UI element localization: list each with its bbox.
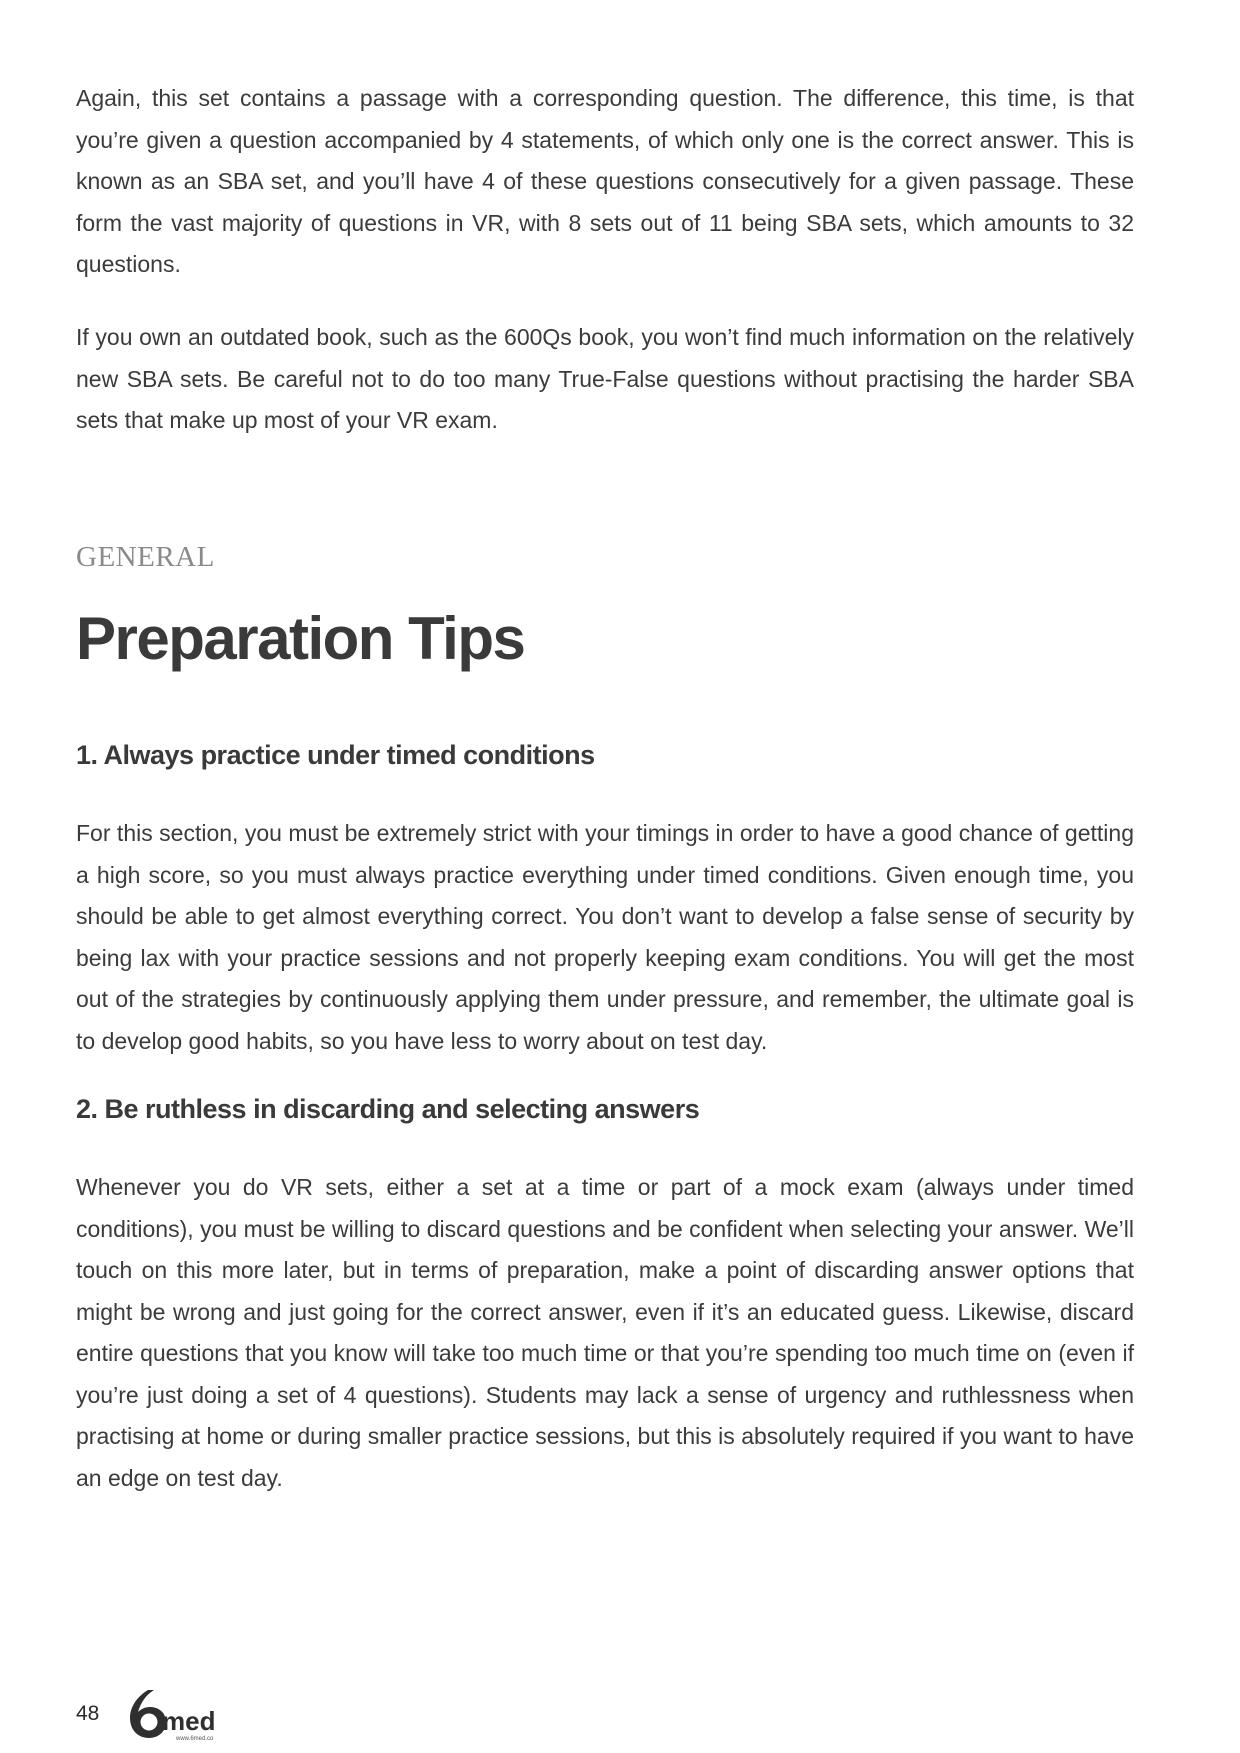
6med-logo bbox=[124, 1686, 234, 1742]
tip-body-2: Whenever you do VR sets, either a set at a time or part of a mock exam (always under timed conditions), you must be willing to discard questions and be confident when selecting your answer. We’ll touch on this more later, but in terms of preparation, make a point of discarding answer options that might be wrong and just going for the correct answer, even if it’s an educated guess. Likewise, discard entire questions that you know will take too much time or that you’re spending too much time on (even if you’re just doing a set of 4 questions). Students may lack a sense of urgency and ruthlessness when practising at home or during smaller practice sessions, but this is absolutely required if you want to have an edge on test day. bbox=[76, 1174, 1134, 1491]
svg-text:med: med bbox=[162, 1706, 216, 1736]
tip-heading-2: 2. Be ruthless in discarding and selecting answers bbox=[76, 1094, 700, 1124]
tip-heading-1: 1. Always practice under timed conditions bbox=[76, 740, 595, 770]
page-number: 48 bbox=[76, 1702, 100, 1725]
tip-body-1: For this section, you must be extremely strict with your timings in order to have a good chance of getting a high score, so you must always practice everything under timed conditions. Given enough time, you should be able to get almost everything correct. You don’t want to develop a false sense of security by being lax with your practice sessions and not properly keeping exam conditions. You will get the most out of the strategies by continuously applying them under pressure, and remember, the ultimate goal is to develop good habits, so you have less to worry about on test day. bbox=[76, 820, 1134, 1054]
page-footer bbox=[76, 1686, 376, 1746]
svg-text:www.6med.co: www.6med.co bbox=[176, 1736, 214, 1742]
section-eyebrow: GENERAL bbox=[76, 541, 215, 573]
intro-paragraph-2: If you own an outdated book, such as the 600Qs book, you won’t find much information on the relatively new SBA sets. Be careful not to do too many True-False questions without practising the harder SBA sets that make up most of your VR exam. bbox=[76, 324, 1134, 433]
page-title: Preparation Tips bbox=[76, 605, 525, 672]
intro-paragraph-1: Again, this set contains a passage with a corresponding question. The difference, this time, is that you’re given a question accompanied by 4 statements, of which only one is the correct answer. This is known as an SBA set, and you’ll have 4 of these questions consecutively for a given passage. These form the vast majority of questions in VR, with 8 sets out of 11 being SBA sets, which amounts to 32 questions. bbox=[76, 85, 1134, 277]
